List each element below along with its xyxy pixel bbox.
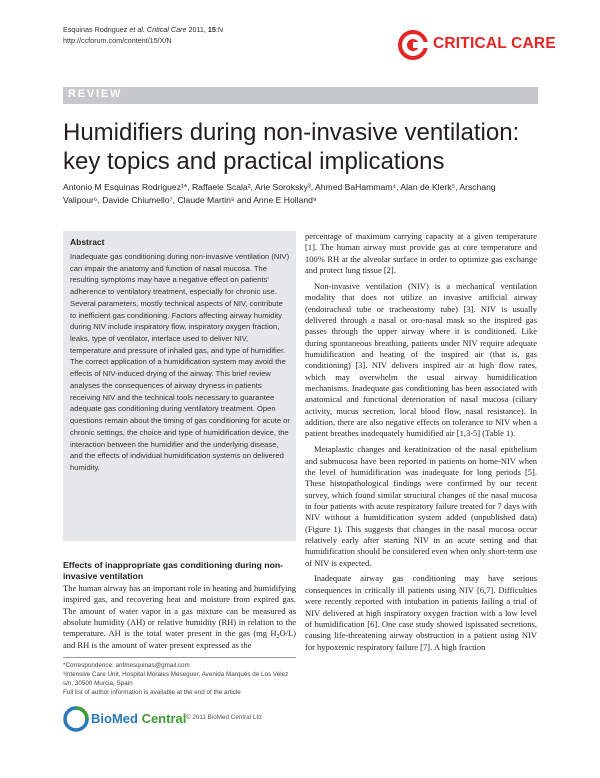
citation-line: Esquinas Rodriguez et al. Critical Care 2011, 15:N	[63, 25, 224, 34]
article-url[interactable]: http://ccforum.com/content/15/X/N	[63, 36, 172, 45]
abstract-text: Inadequate gas conditioning during non-invasive ventilation (NIV) can impair the anatomy and function of nasal mucosa. The resulting symptoms may have a negative effect on patients' adherence to ventilatory treatment, especially for chronic use. Several parameters, mostly technical aspects of NIV, contribute to inefficient gas conditioning. Factors affecting airway humidity during NIV include inspiratory flow, inspiratory oxygen fraction, leaks, type of ventilator, interface used to deliver NIV, temperature and pressure of inhaled gas, and type of humidifier. The correct application of a humidification system may avoid the effects of NIV-induced drying of the airway. This brief review analyses the consequences of airway dryness in patients receiving NIV and the technical tools necessary to guarantee adequate gas conditioning during ventilatory treatment. Open questions remain about the timing of gas conditioning for acute or chronic settings, the choice and type of humidification device, the interaction between the humidifier and the underlying disease, and the effects of individual humidification systems on delivered humidity.	[70, 252, 290, 472]
correspondence-note: *Correspondence: antmesquinas@gmail.com	[63, 662, 190, 669]
critical-care-logo-icon	[398, 30, 428, 60]
section-label: REVIEW	[68, 88, 123, 100]
affiliation-note: ¹Intensive Care Unit, Hospital Morales Meseguer, Avenida Marqués de Los Velez s/n, 30500 Murcia, Spain	[63, 671, 289, 688]
article-title: Humidifiers during non-invasive ventilation: key topics and practical implications	[63, 119, 520, 175]
author-list: Antonio M Esquinas Rodriguez¹*, Raffaele Scala², Arie Soroksky³, Ahmed BaHammam⁴, Alan de Klerk⁵, Arschang Valipour⁶, Davide Chiumello⁷, Claude Martin⁸ and Anne E Holland⁹	[63, 182, 496, 205]
paragraph: Non-invasive ventilation (NIV) is a mechanical ventilation modality that does not utilize an invasive artificial airway (endotracheal tube or tracheostomy tube) [3]. NIV is usually delivered through a nasal or oro-nasal mask so the inspired gas passes through the upper airway where it is conditioned. Like during spontaneous breathing, patients under NIV require adequate humidification and heating of the inspired air (that is, gas conditioning) [3]. NIV delivers inspired air at high flow rates, which may overwhelm the usual airway humidification mechanisms. Inadequate gas conditioning has been associated with anatomical and functional deterioration of nasal mucosa (ciliary activity, mucus secretion, local blood flow, nasal resistance). In addition, there are also negative effects on tolerance to NIV when a patient breathes inadequately humidified air [1,3-5] (Table 1).	[305, 280, 537, 439]
publisher-name: BioMed Central	[91, 711, 187, 726]
abstract-heading: Abstract	[70, 237, 105, 247]
footnote-divider	[63, 657, 296, 658]
paragraph: Metaplastic changes and keratinization of the nasal epithelium and submucosa have been reported in patients on home-NIV when the level of humidification was inadequate for long periods [5]. These histopathological findings were confirmed by our recent survey, which found similar structural changes of the nasal mucosa in four patients with acute respiratory failure treated for 7 days with NIV without a humidification system added (unpublished data) (Figure 1). This suggests that changes in the nasal mucosa occur relatively early after starting NIV in an acute setting and that humidification should be considered even when only short-term use of NIV is expected.	[305, 444, 537, 568]
footnotes	[63, 661, 296, 697]
copyright-notice: © 2011 BioMed Central Ltd	[186, 714, 262, 721]
paragraph: The human airway has an important role in heating and humidifying inspired gas, and recovering heat and moisture from expired gas. The amount of water vapor in a gas mixture can be measured as absolute humidity (AH) or relative humidity (RH) in relation to the temperature. AH is the total water present in the gas (mg $H_2O/L$) and RH is the amount of water present expressed as the	[63, 583, 296, 650]
section-heading: Effects of inappropriate gas conditioning during non-invasive ventilation	[63, 560, 284, 581]
journal-brand: CRITICAL CARE	[433, 35, 556, 52]
paragraph: Inadequate airway gas conditioning may have serious consequences in critically ill patients using NIV [6,7]. Difficulties were recently reported with intubation in patients failing a trial of NIV delivered at high inspiratory oxygen fraction with a low level of humidification [6]. One case study showed ispissated secretions, causing life-threatening airway obstruction in a patient using NIV for hypoxemic respiratory failure [7]. A high fraction	[305, 573, 537, 652]
section-label-bar	[63, 87, 538, 104]
author-info-note: Full list of author information is available at the end of the article	[63, 689, 241, 697]
biomed-central-logo-icon	[63, 706, 89, 732]
body-column-right	[305, 231, 537, 657]
citation-header	[63, 24, 223, 46]
paragraph: percentage of maximum carrying capacity at a given temperature [1]. The human airway must provide gas at core temperature and 100% RH at the alveolar surface in order to optimize gas exchange and protect lung tissue [2].	[305, 231, 537, 276]
body-column-left	[63, 583, 296, 651]
